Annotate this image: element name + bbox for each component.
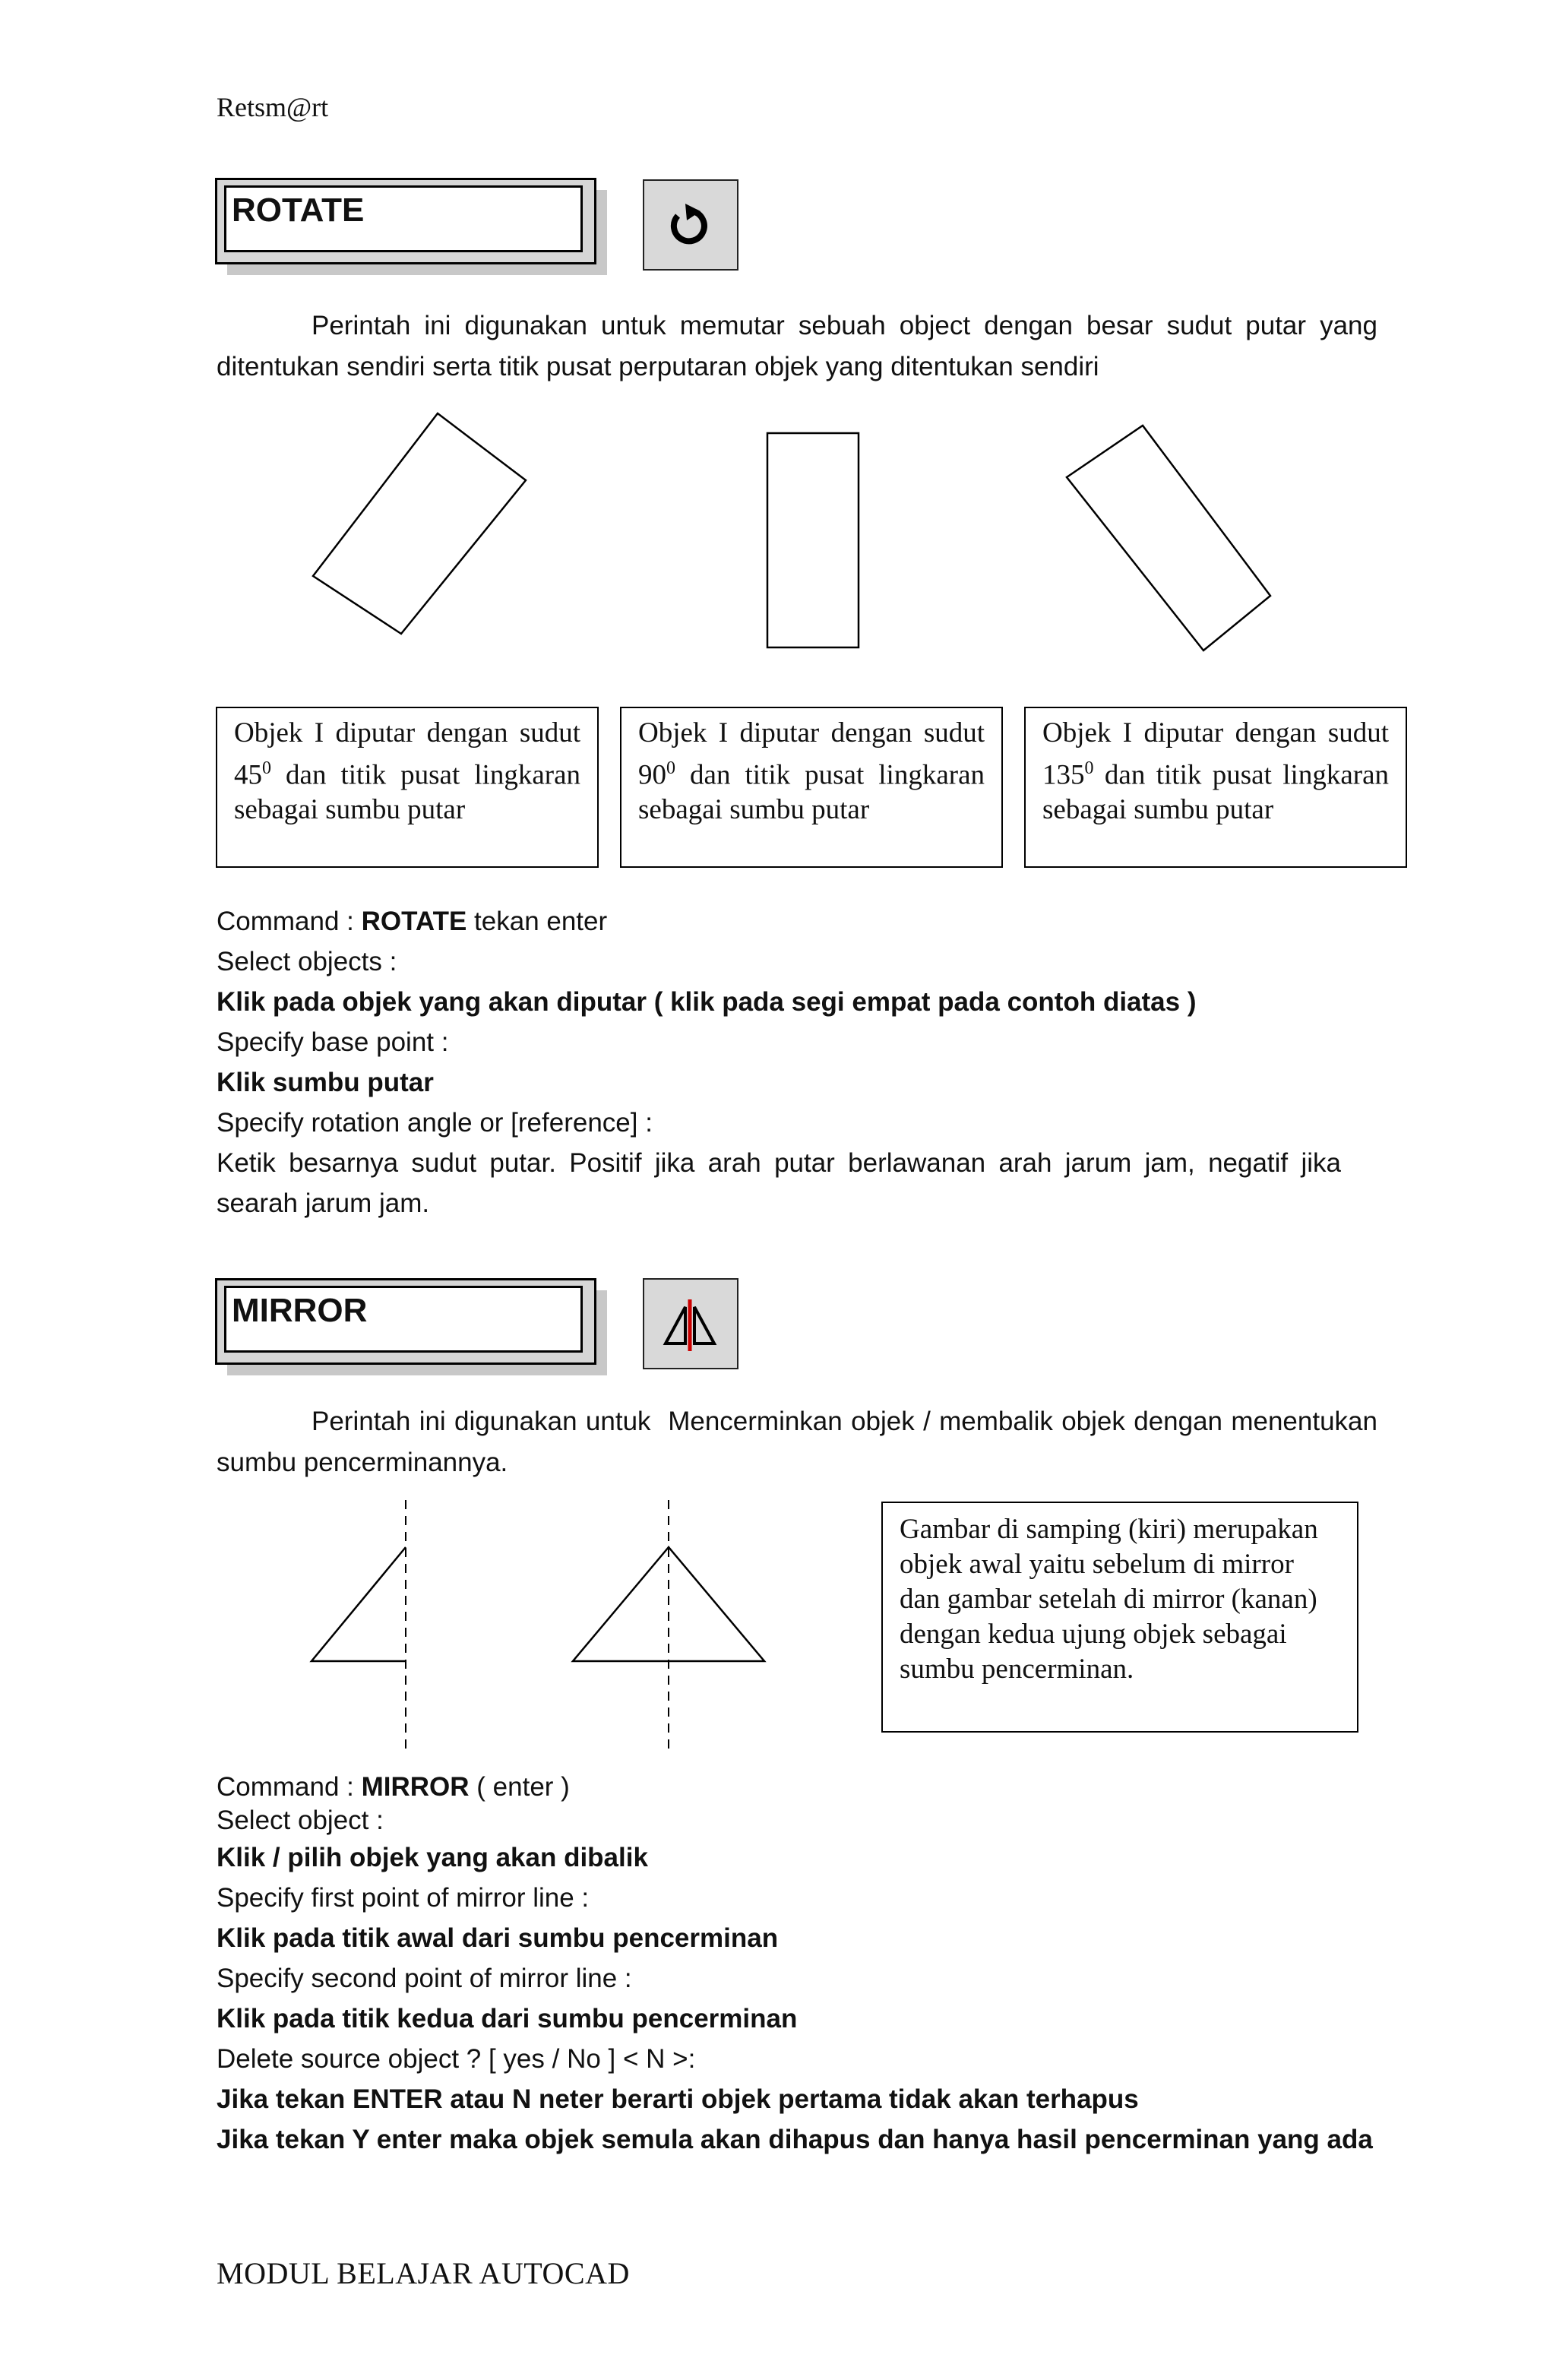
rotate-title-box [215, 178, 595, 263]
mirror-button[interactable] [643, 1278, 738, 1369]
mirror-description: Perintah ini digunakan untuk Mencerminkan objek / membalik objek dengan menentukan sumbu pencerminannya. [217, 1407, 1377, 1477]
rectangle-rotated-135 [1067, 426, 1270, 650]
caption-90: Objek I diputar dengan sudut $90^0$ dan titik pusat lingkaran sebagai sumbu putar [620, 707, 1003, 868]
rectangle-rotated-90 [767, 433, 859, 647]
triangle-original [312, 1547, 406, 1661]
command-step: Ketik besarnya sudut putar. Positif jika arah putar berlawanan arah jarum jam, negatif jika searah jarum jam. [217, 1148, 1341, 1218]
mirror-title-box [215, 1278, 595, 1363]
mirror-title: MIRROR [232, 1292, 368, 1329]
page-header: Retsm@rt [217, 92, 329, 122]
rotate-description: Perintah ini digunakan untuk memutar sebuah object dengan besar sudut putar yang ditentukan sendiri serta titik pusat perputaran objek yang ditentukan sendiri [217, 311, 1377, 381]
caption-135: Objek I diputar dengan sudut $135^0$ dan titik pusat lingkaran sebagai sumbu putar [1024, 707, 1407, 868]
caption-45: Objek I diputar dengan sudut $45^0$ dan titik pusat lingkaran sebagai sumbu putar [216, 707, 599, 868]
mirror-caption: Gambar di samping (kiri) merupakan objek awal yaitu sebelum di mirror dan gambar setelah di mirror (kanan) dengan kedua ujung objek sebagai sumbu pencerminan. [881, 1502, 1358, 1733]
command-step: Klik sumbu putar [217, 1068, 434, 1097]
rotate-command-steps [217, 901, 1377, 1223]
rotate-command-line: Command : ROTATE tekan enter [217, 907, 608, 936]
command-step: Specify first point of mirror line : [217, 1883, 590, 1913]
command-step: Jika tekan ENTER atau N neter berarti objek pertama tidak akan terhapus [217, 2084, 1139, 2114]
command-step: Delete source object ? [ yes / No ] < N >: [217, 2044, 696, 2074]
command-step: Specify rotation angle or [reference] : [217, 1108, 653, 1138]
command-step: Specify base point : [217, 1027, 449, 1057]
page-footer: MODUL BELAJAR AUTOCAD [217, 2256, 630, 2290]
command-step: Klik pada objek yang akan diputar ( klik pada segi empat pada contoh diatas ) [217, 987, 1197, 1017]
rotate-button[interactable] [643, 179, 738, 271]
command-step: Jika tekan Y enter maka objek semula akan dihapus dan hanya hasil pencerminan yang ada [217, 2125, 1373, 2154]
command-step: Klik / pilih objek yang akan dibalik [217, 1843, 648, 1872]
mirror-examples [289, 1495, 790, 1754]
mirror-icon [644, 1280, 737, 1368]
command-step: Klik pada titik awal dari sumbu pencerminan [217, 1923, 779, 1953]
command-step: Select object : [217, 1806, 384, 1835]
command-step: Select objects : [217, 947, 397, 976]
mirror-command-line: Command : MIRROR ( enter ) [217, 1772, 570, 1802]
mirror-command-steps [217, 1771, 1377, 2160]
rotate-title: ROTATE [232, 191, 365, 229]
rectangle-rotated-45 [313, 413, 526, 634]
rotate-examples [289, 403, 1292, 661]
rotate-icon [644, 181, 737, 269]
command-step: Specify second point of mirror line : [217, 1964, 632, 1993]
command-step: Klik pada titik kedua dari sumbu pencerminan [217, 2004, 798, 2033]
